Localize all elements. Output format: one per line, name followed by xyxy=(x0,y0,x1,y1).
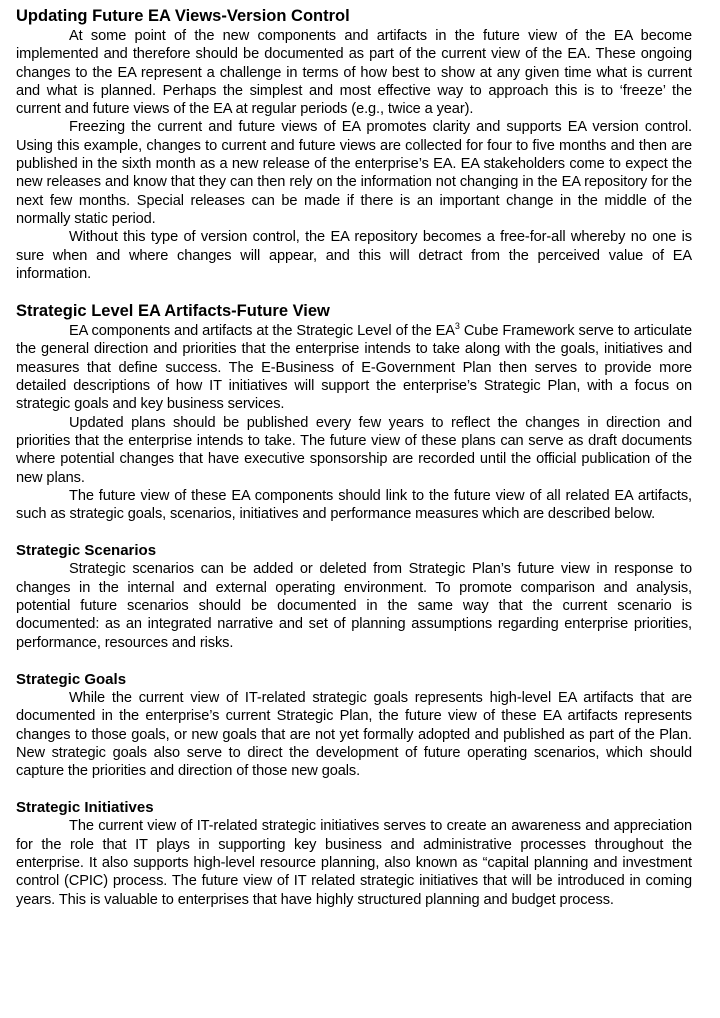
body-paragraph: Freezing the current and future views of EA promotes clarity and supports EA version control. Using this example, changes to current and future views are collected for four to five months and then are published in the sixth month as a new release of the enterprise’s EA. EA stakeholders come to expect the new releases and know that they can then rely on the information not changing in the EA repository for the next few months. Special releases can be made if there is an important change in the middle of the normally static period. xyxy=(16,119,692,227)
subsection-heading: Strategic Initiatives xyxy=(16,799,154,817)
body-paragraph: Without this type of version control, the EA repository becomes a free-for-all whereby no one is sure when and where changes will appear, and this will detract from the perceived value of EA information. xyxy=(16,229,692,282)
body-paragraph: Updated plans should be published every few years to reflect the changes in direction and priorities that the enterprise intends to take. The future view of these plans can serve as draft documents where potential changes that have executive sponsorship are recorded until the official publication of the new plans. xyxy=(16,414,692,486)
section-heading: Updating Future EA Views-Version Control xyxy=(16,7,350,25)
subsection-heading: Strategic Scenarios xyxy=(16,542,157,560)
section-strategic-initiatives xyxy=(16,798,692,908)
section-strategic-scenarios xyxy=(16,541,692,651)
section-strategic-goals xyxy=(16,670,692,780)
subsection-heading: Strategic Goals xyxy=(16,670,127,688)
body-paragraph: The future view of these EA components should link to the future view of all related EA artifacts, such as strategic goals, scenarios, initiatives and performance measures which are described below. xyxy=(16,487,692,523)
section-heading: Strategic Level EA Artifacts-Future View xyxy=(16,302,330,321)
paragraph-text: EA components and artifacts at the Strategic Level of the EA xyxy=(69,323,455,340)
section-version-control xyxy=(16,6,692,283)
superscript: 3 xyxy=(454,321,460,332)
body-paragraph: At some point of the new components and artifacts in the future view of the EA become implemented and therefore should be documented as part of the current view of the EA. These ongoing changes to the EA represent a challenge in terms of how best to show at any given time what is current and what is planned. Perhaps the simplest and most effective way to approach this is to ‘freeze’ the current and future views of the EA at regular periods (e.g., twice a year). xyxy=(16,28,692,118)
body-paragraph: While the current view of IT-related strategic goals represents high-level EA artifacts that are documented in the enterprise’s current Strategic Plan, the future view of these EA artifacts represents changes to those goals, or new goals that are not yet formally adopted and published as part of the Plan. New strategic goals also serve to direct the development of future operating scenarios, which should capture the priorities and direction of those new goals. xyxy=(16,689,692,780)
paragraph-text: Cube Framework serve to articulate the general direction and priorities that the enterprise intends to take along with the goals, initiatives and measures that define success. The E-Business of E-Government Plan then serves to provide more detailed descriptions of how IT initiatives will support the enterprise’s Strategic Plan, with a focus on strategic goals and key business services. xyxy=(16,323,692,413)
body-paragraph: Strategic scenarios can be added or deleted from Strategic Plan’s future view in response to changes in the internal and external operating environment. To promote comparison and analysis, potential future scenarios should be documented in the same way that the current scenario is documented: as an integrated narrative and set of planning assumptions regarding enterprise priorities, performance, resources and risks. xyxy=(16,561,692,651)
body-paragraph xyxy=(16,322,692,413)
section-strategic-level-future-view xyxy=(16,301,692,523)
body-paragraph: The current view of IT-related strategic initiatives serves to create an awareness and appreciation for the role that IT plays in supporting key business and administrative processes throughout the enterprise. It also supports high-level resource planning, also known as “capital planning and investment control (CPIC) process. The future view of IT related strategic initiatives that will be introduced in coming years. This is valuable to enterprises that have highly structured planning and budget process. xyxy=(16,818,692,908)
